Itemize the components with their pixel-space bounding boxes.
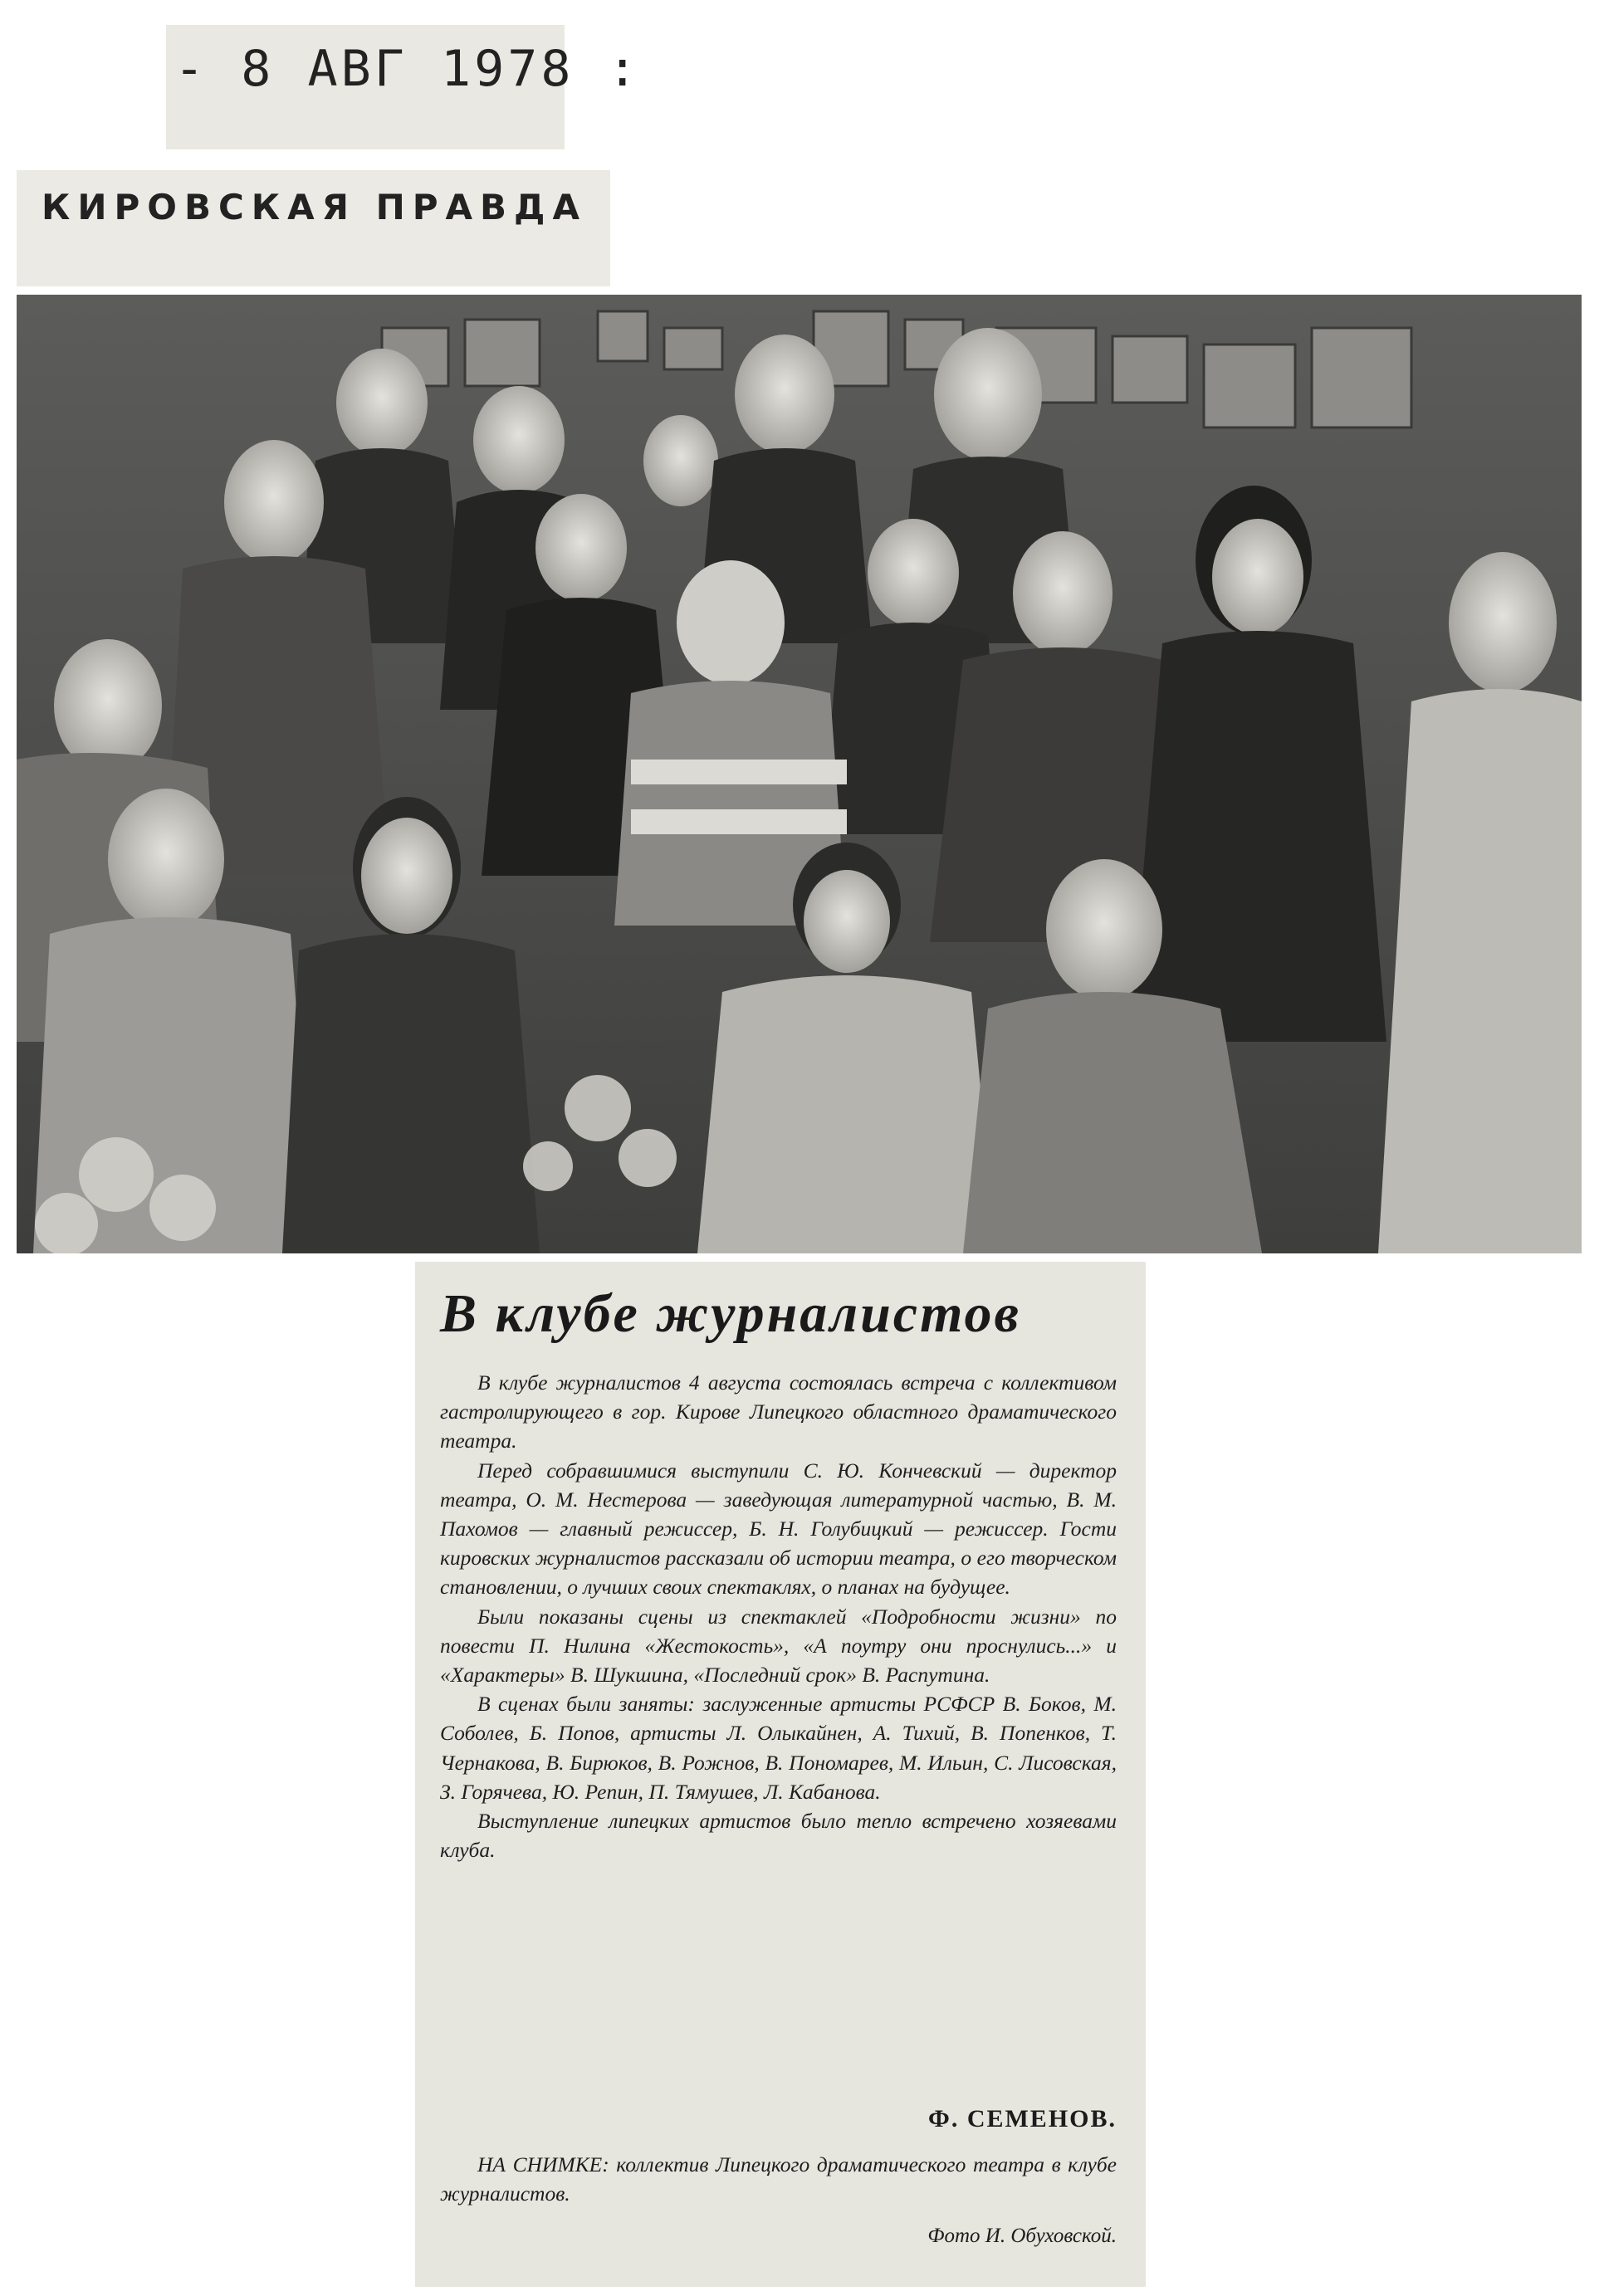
article-paragraph: В сценах были заняты: заслуженные артисты РСФСР В. Боков, М. Соболев, Б. Попов, артисты Л. Олыкайнен, А. Тихий, В. Попенков, Т. Чернакова, В. Бирюков, В. Рожнов, В. Пономарев, М. Ильин, С. Лисовская, З. Горячева, Ю. Репин, П. Тямушев, Л. Кабанова.: [440, 1692, 1117, 1804]
newspaper-masthead: КИРОВСКАЯ ПРАВДА: [42, 187, 587, 227]
article-panel: [415, 1262, 1146, 2287]
article-paragraph: В клубе журналистов 4 августа состоялась встреча с коллективом гастролирующего в гор. Кирове Липецкого областного драматического театра.: [440, 1370, 1117, 1453]
article-paragraph: Были показаны сцены из спектаклей «Подробности жизни» по повести П. Нилина «Жестокость», «А поутру они проснулись...» и «Характеры» В. Шукшина, «Последний срок» В. Распутина.: [440, 1604, 1117, 1688]
date-stamp: - 8 АВГ 1978 :: [174, 40, 641, 98]
article-paragraph: Перед собравшимися выступили С. Ю. Кончевский — директор театра, О. М. Нестерова — заведующая литературной частью, В. М. Пахомов — главный режиссер, Б. Н. Голубицкий — режиссер. Гости кировских журналистов рассказали об истории театра, о его творческом становлении, о лучших своих спектаклях, о планах на будущее.: [440, 1458, 1117, 1600]
photo-credit: Фото И. Обуховской.: [927, 2225, 1117, 2247]
photo-caption: НА СНИМКЕ: коллектив Липецкого драматического театра в клубе журналистов.: [440, 2152, 1117, 2206]
group-photo: [17, 295, 1582, 1253]
group-photo-illustration: [17, 295, 1582, 1253]
article-paragraph: Выступление липецких артистов было тепло встречено хозяевами клуба.: [440, 1809, 1117, 1863]
article-body: [440, 1368, 1117, 1864]
article-headline: В клубе журналистов: [440, 1283, 1022, 1344]
article-author: Ф. СЕМЕНОВ.: [928, 2105, 1117, 2132]
